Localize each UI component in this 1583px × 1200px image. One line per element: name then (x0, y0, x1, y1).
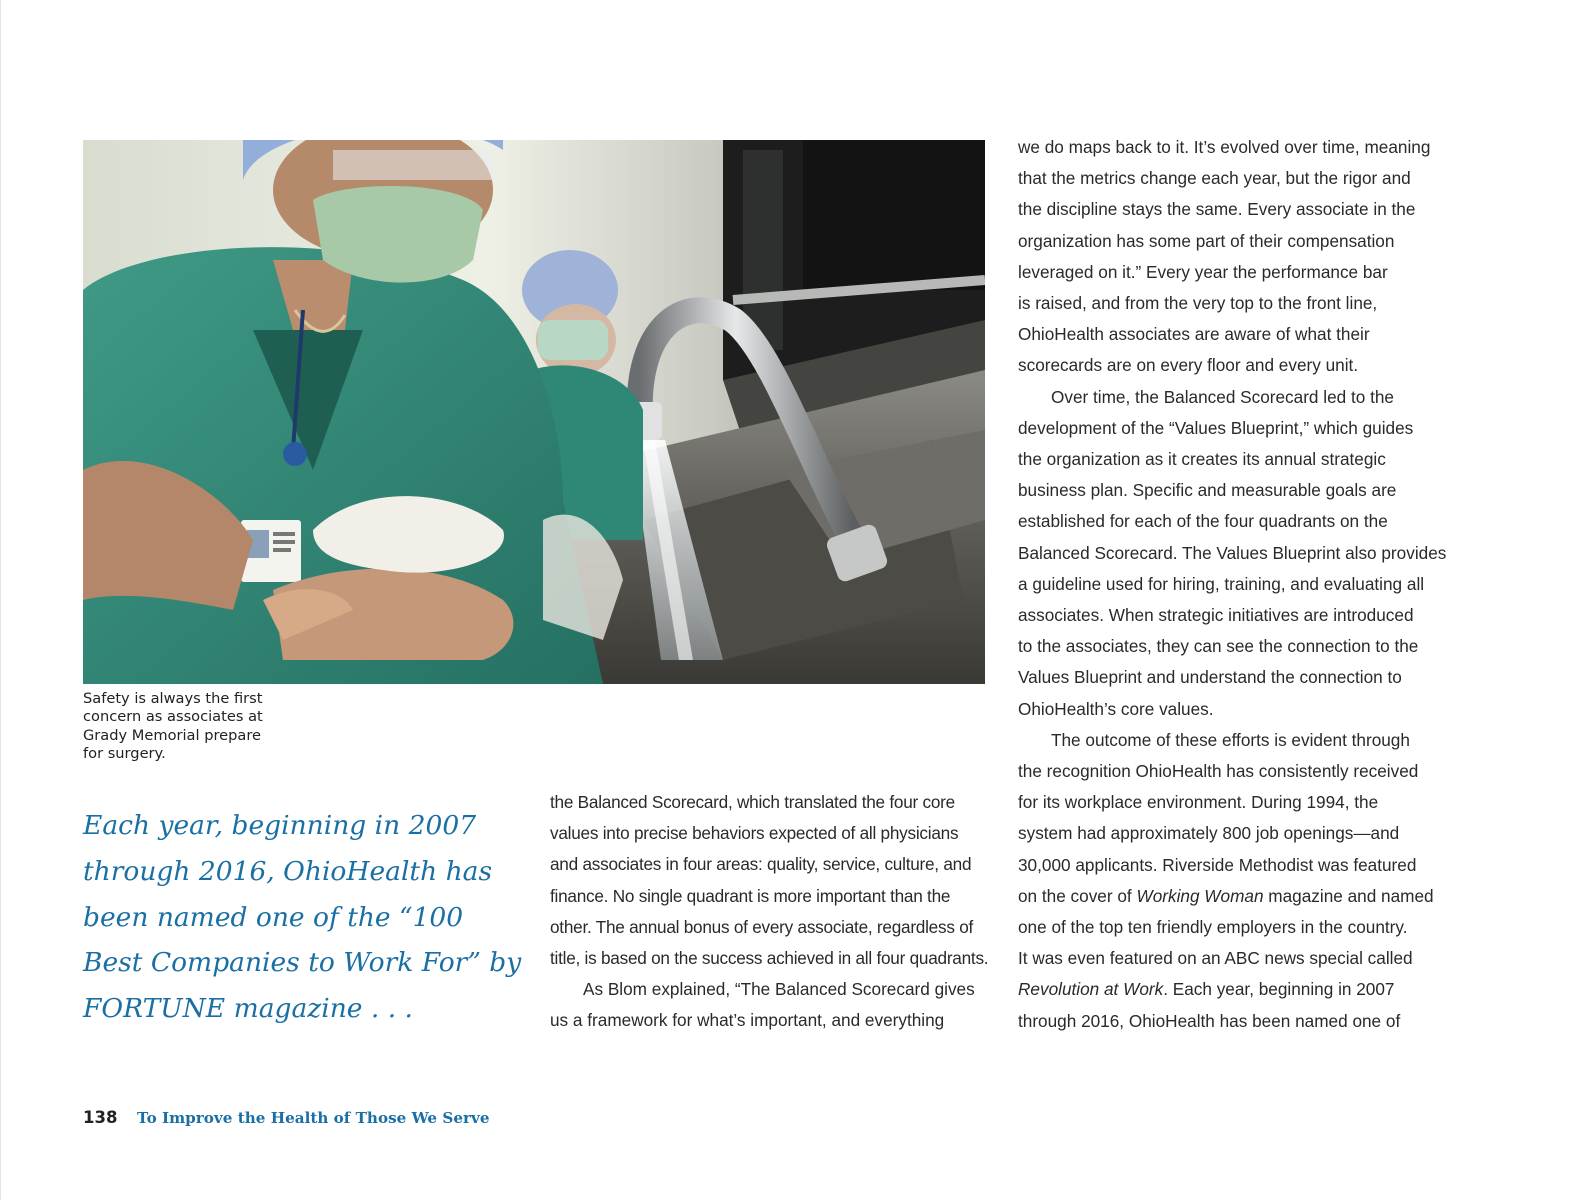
body-text: magazine and named (1263, 885, 1434, 906)
body-line: the discipline stays the same. Every associate in the (1018, 199, 1416, 220)
body-column-middle (550, 787, 990, 1037)
body-line: leveraged on it.” Every year the performance bar (1018, 261, 1388, 282)
pull-quote-line: through 2016, OhioHealth has (83, 855, 493, 887)
caption-line: for surgery. (83, 744, 166, 762)
surgical-scrub-photo-icon (83, 140, 985, 684)
body-line: title, is based on the success achieved in all four quadrants. (550, 948, 989, 969)
body-line: and associates in four areas: quality, service, culture, and (550, 854, 972, 875)
caption-line: concern as associates at (83, 708, 263, 726)
page-number: 138 (83, 1108, 118, 1127)
program-title: Revolution at Work (1018, 979, 1164, 1000)
body-line: associates. When strategic initiatives are introduced (1018, 605, 1414, 626)
body-column-right (1018, 132, 1458, 1037)
body-line: through 2016, OhioHealth has been named one of (1018, 1010, 1401, 1031)
body-line: the organization as it creates its annual strategic (1018, 449, 1386, 470)
body-line: As Blom explained, “The Balanced Scorecard gives (583, 979, 975, 1000)
body-line: Balanced Scorecard. The Values Blueprint also provides (1018, 542, 1447, 563)
photo-caption (83, 690, 283, 763)
body-line: Over time, the Balanced Scorecard led to the (1051, 386, 1394, 407)
body-line: OhioHealth associates are aware of what their (1018, 324, 1370, 345)
body-line: for its workplace environment. During 1994, the (1018, 792, 1379, 813)
body-line: values into precise behaviors expected of all physicians (550, 823, 959, 844)
pull-quote-line: been named one of the “100 (83, 901, 464, 933)
page-footer (83, 1108, 490, 1127)
body-line: is raised, and from the very top to the front line, (1018, 293, 1378, 314)
body-line: The outcome of these efforts is evident through (1051, 729, 1410, 750)
body-line: established for each of the four quadrants on the (1018, 511, 1388, 532)
body-line (1018, 881, 1458, 912)
pull-quote (83, 803, 523, 1032)
body-line: the Balanced Scorecard, which translated the four core (550, 792, 955, 812)
pull-quote-line: Each year, beginning in 2007 (83, 810, 477, 841)
magazine-title: Working Woman (1136, 885, 1264, 906)
body-line: Values Blueprint and understand the connection to (1018, 667, 1402, 688)
body-line: the recognition OhioHealth has consistently received (1018, 761, 1419, 782)
body-line: other. The annual bonus of every associate, regardless of (550, 916, 974, 937)
page-edge (0, 0, 1, 1200)
body-line: that the metrics change each year, but the rigor and (1018, 168, 1411, 189)
caption-line: Safety is always the first (83, 690, 263, 707)
body-text: . Each year, beginning in 2007 (1163, 979, 1395, 1000)
surgical-scrub-photo (83, 140, 985, 684)
body-line: finance. No single quadrant is more important than the (550, 885, 951, 906)
body-line: we do maps back to it. It’s evolved over time, meaning (1018, 137, 1431, 157)
body-line (1018, 974, 1458, 1005)
caption-line: Grady Memorial prepare (83, 726, 261, 744)
body-line: development of the “Values Blueprint,” which guides (1018, 417, 1414, 438)
body-line: system had approximately 800 job openings—and (1018, 823, 1400, 844)
body-line: one of the top ten friendly employers in the country. (1018, 917, 1408, 938)
body-line: It was even featured on an ABC news special called (1018, 948, 1413, 969)
body-line: OhioHealth’s core values. (1018, 698, 1214, 719)
body-line: organization has some part of their compensation (1018, 230, 1395, 251)
body-line: a guideline used for hiring, training, and evaluating all (1018, 573, 1425, 594)
body-line: 30,000 applicants. Riverside Methodist was featured (1018, 854, 1417, 875)
body-line: scorecards are on every floor and every unit. (1018, 355, 1359, 376)
body-line: us a framework for what’s important, and everything (550, 1010, 945, 1031)
body-text: on the cover of (1018, 885, 1137, 906)
pull-quote-line: FORTUNE magazine . . . (83, 993, 413, 1025)
body-line: business plan. Specific and measurable goals are (1018, 480, 1397, 501)
running-title: To Improve the Health of Those We Serve (137, 1109, 490, 1127)
body-line: to the associates, they can see the connection to the (1018, 636, 1419, 657)
pull-quote-line: Best Companies to Work For” by (83, 947, 522, 979)
